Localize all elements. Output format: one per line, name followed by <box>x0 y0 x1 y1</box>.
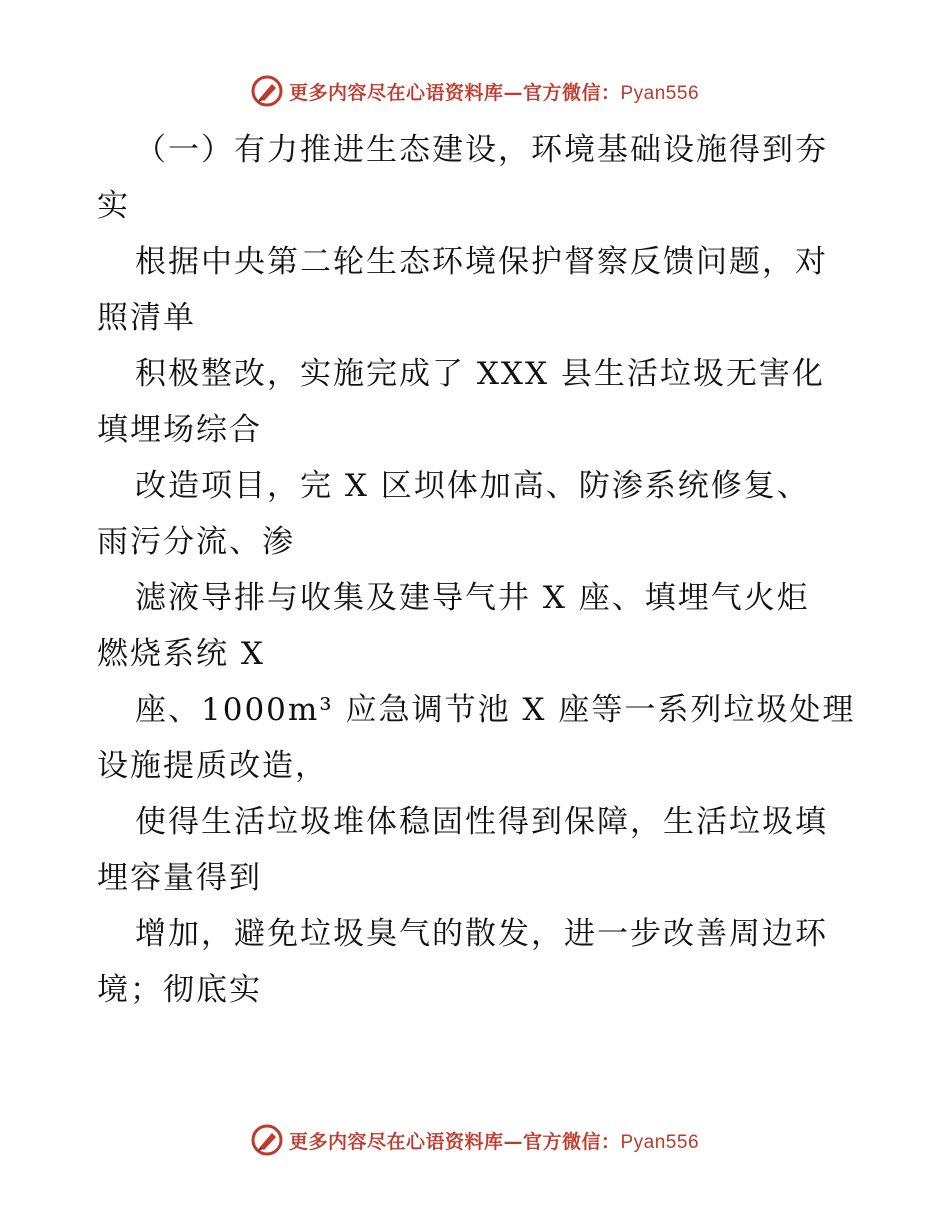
paragraph: 积极整改，实施完成了 XXX 县生活垃圾无害化 填埋场综合 <box>97 356 825 448</box>
paragraph: 座、1000m³ 应急调节池 X 座等一系列垃圾处理 设施提质改造， <box>97 692 856 784</box>
paragraph: 增加，避免垃圾臭气的散发，进一步改善周边环 境；彻底实 <box>97 916 828 1008</box>
watermark-text: 更多内容尽在心语资料库—官方微信：Pyan556 <box>288 81 700 104</box>
pen-logo-icon <box>251 75 283 107</box>
paragraph: 使得生活垃圾堆体稳固性得到保障，生活垃圾填 埋容量得到 <box>97 804 828 896</box>
pen-logo-icon <box>251 1124 283 1156</box>
footer-watermark <box>0 1120 950 1160</box>
header-watermark <box>0 71 950 111</box>
paragraph: 滤液导排与收集及建导气井 X 座、填埋气火炬 燃烧系统 X <box>97 580 810 672</box>
paragraph: 改造项目，完 X 区坝体加高、防渗系统修复、 雨污分流、渗 <box>97 468 810 560</box>
paragraph: （一）有力推进生态建设，环境基础设施得到夯 实 <box>97 132 828 224</box>
document-body <box>97 122 857 1018</box>
paragraph: 根据中央第二轮生态环境保护督察反馈问题，对 照清单 <box>97 244 828 336</box>
watermark-text: 更多内容尽在心语资料库—官方微信：Pyan556 <box>288 1130 700 1153</box>
